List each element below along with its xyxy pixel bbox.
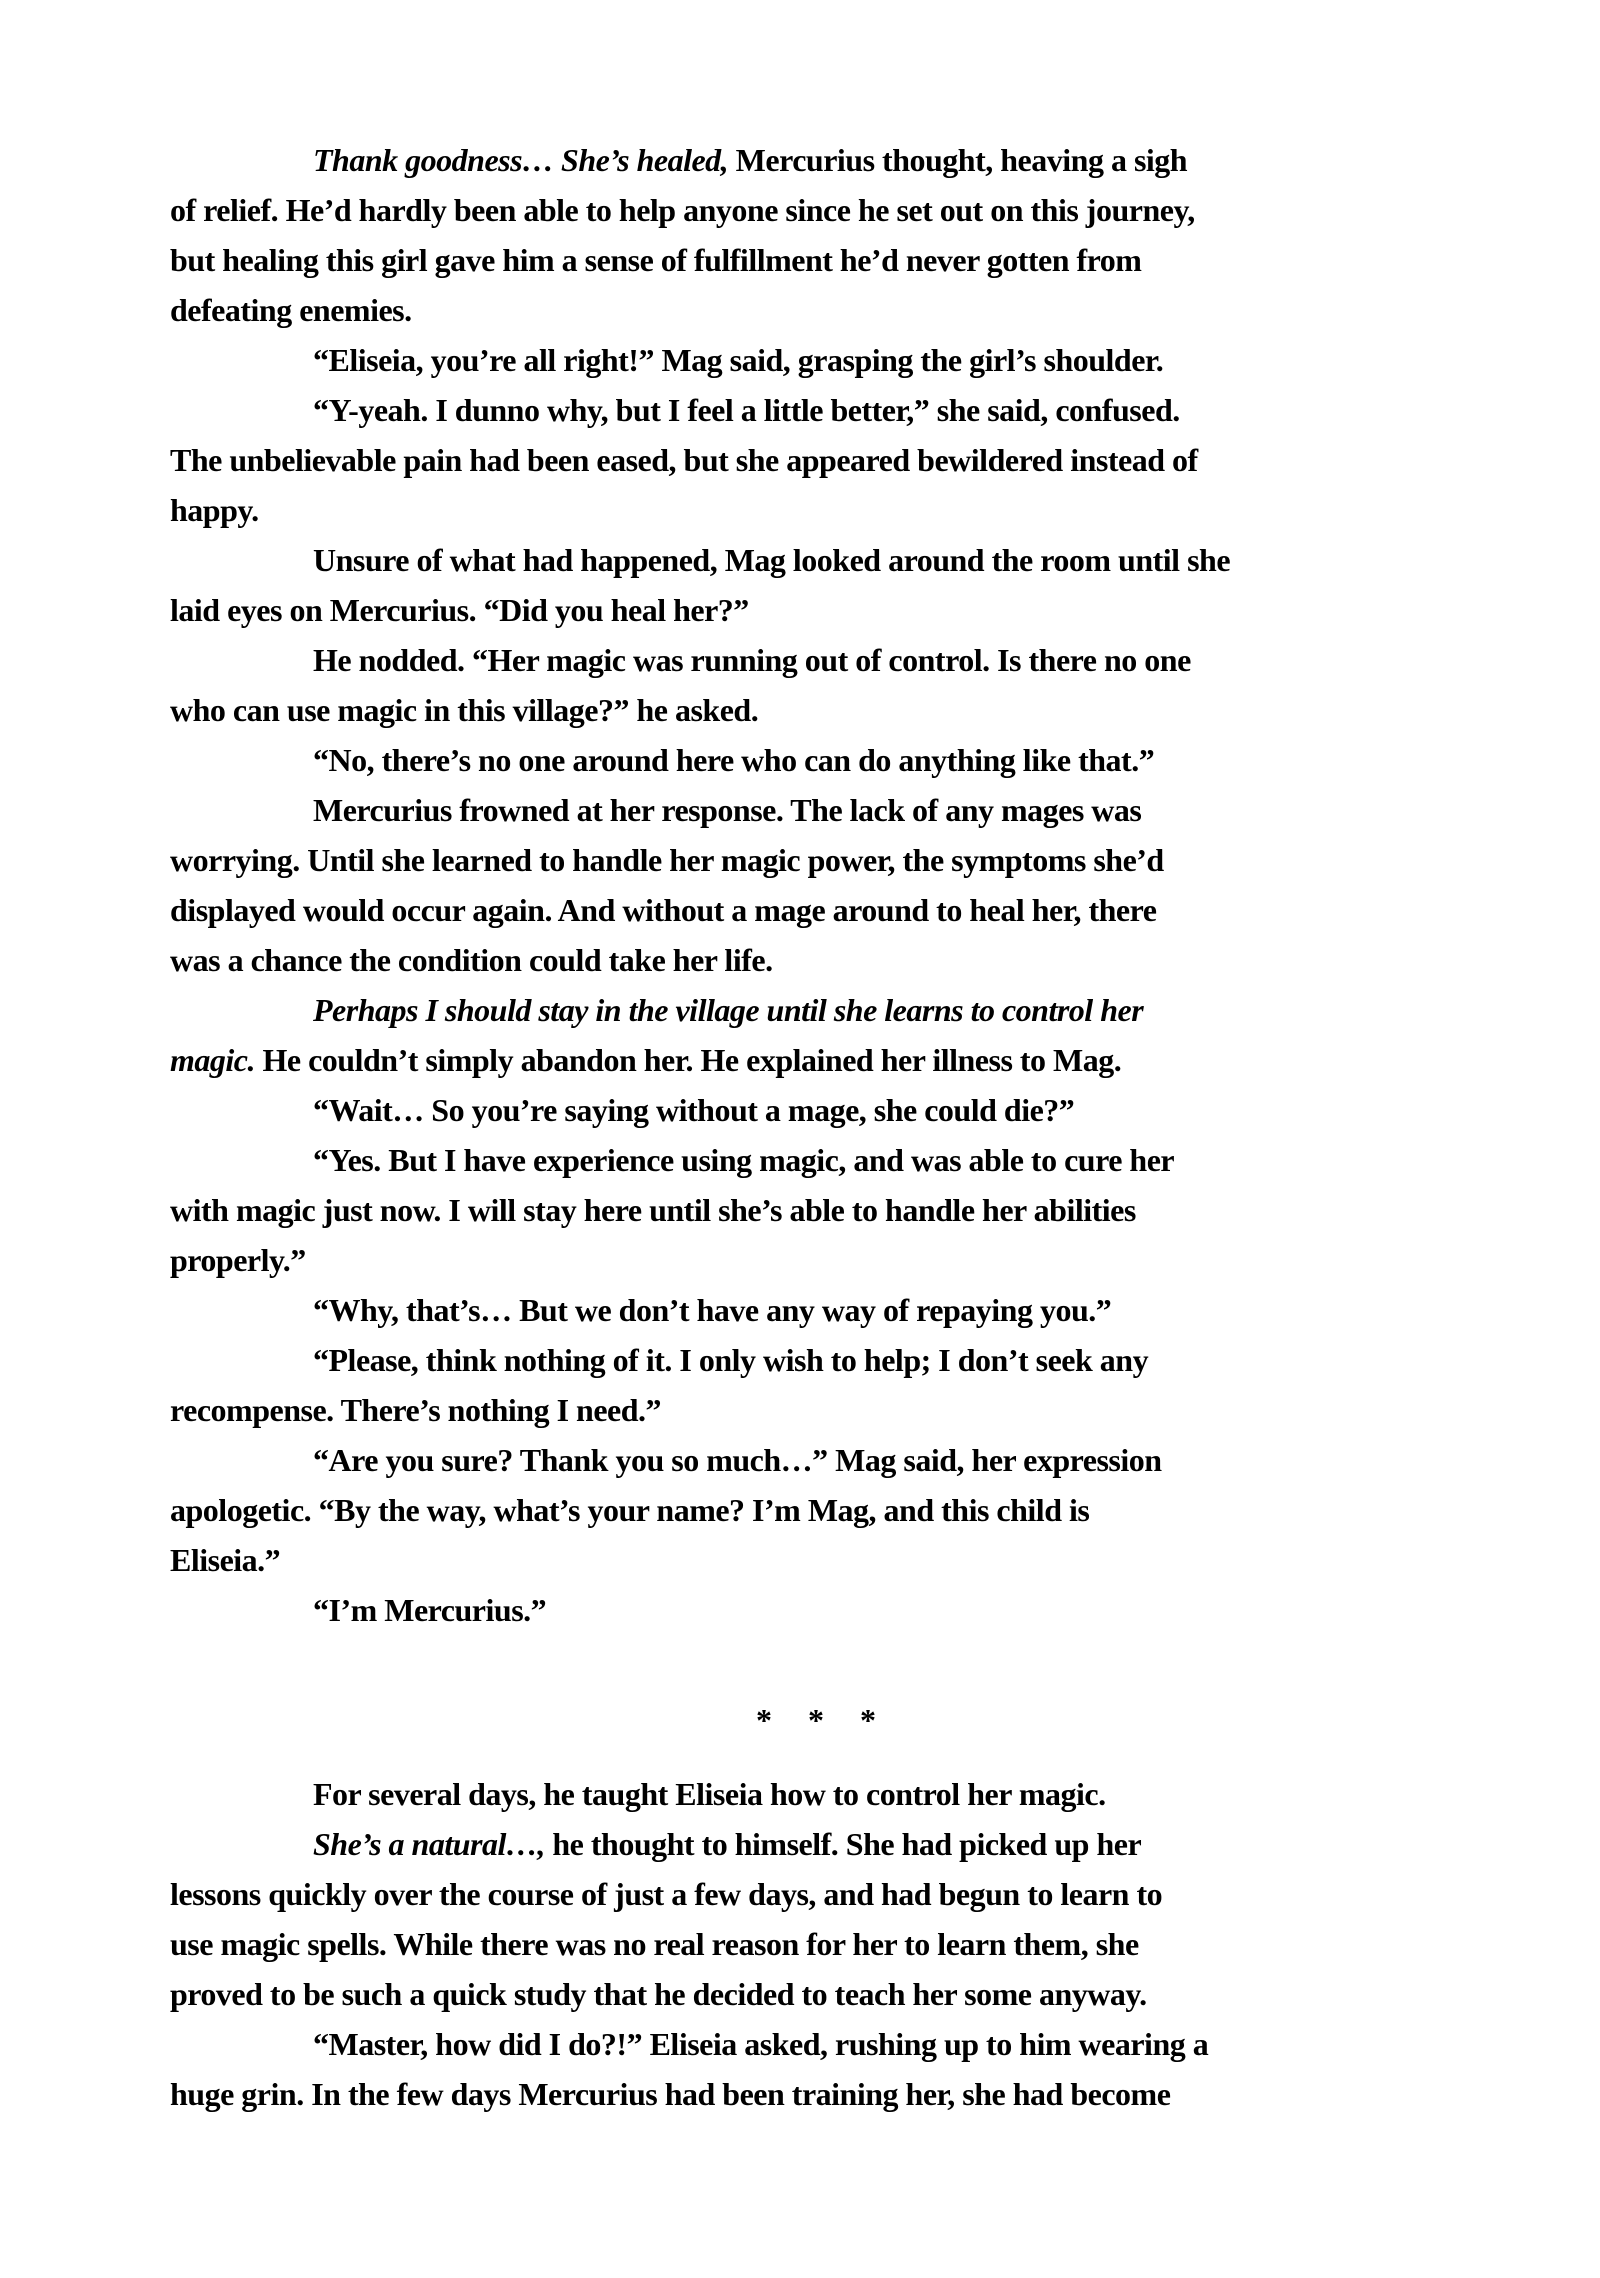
text-segment: The unbelievable pain had been eased, but she appeared bewildered instead of xyxy=(170,442,1198,478)
text-segment: use magic spells. While there was no real reason for her to learn them, she xyxy=(170,1926,1139,1962)
text-line xyxy=(170,635,1462,685)
text-segment: “Wait… So you’re saying without a mage, she could die?” xyxy=(313,1092,1075,1128)
text-segment: “Please, think nothing of it. I only wish to help; I don’t seek any xyxy=(313,1342,1149,1378)
text-segment: with magic just now. I will stay here until she’s able to handle her abilities xyxy=(170,1192,1136,1228)
text-segment: Mercurius thought, heaving a sigh xyxy=(728,142,1188,178)
text-line xyxy=(170,485,1462,535)
text-segment: “I’m Mercurius.” xyxy=(313,1592,547,1628)
text-line xyxy=(170,1385,1462,1435)
text-segment: He couldn’t simply abandon her. He explained her illness to Mag. xyxy=(254,1042,1122,1078)
text-segment: For several days, he taught Eliseia how to control her magic. xyxy=(313,1776,1106,1812)
text-line xyxy=(170,535,1462,585)
text-line xyxy=(170,1285,1462,1335)
text-line xyxy=(170,1185,1462,1235)
text-line xyxy=(170,1585,1462,1635)
text-segment: Unsure of what had happened, Mag looked around the room until she xyxy=(313,542,1231,578)
text-segment: properly.” xyxy=(170,1242,306,1278)
text-segment: of relief. He’d hardly been able to help anyone since he set out on this journey, xyxy=(170,192,1195,228)
italic-text-segment: Perhaps I should stay in the village until she learns to control her xyxy=(313,992,1144,1028)
text-segment: laid eyes on Mercurius. “Did you heal her?” xyxy=(170,592,749,628)
italic-text-segment: Thank goodness… She’s healed, xyxy=(313,142,729,178)
page-text xyxy=(170,135,1462,2119)
section-separator: * * * xyxy=(756,1702,876,1738)
text-line xyxy=(170,1435,1462,1485)
text-segment: “Y-yeah. I dunno why, but I feel a little better,” she said, confused. xyxy=(313,392,1180,428)
text-segment: Mercurius frowned at her response. The lack of any mages was xyxy=(313,792,1142,828)
text-segment: proved to be such a quick study that he decided to teach her some anyway. xyxy=(170,1976,1147,2012)
text-segment: worrying. Until she learned to handle her magic power, the symptoms she’d xyxy=(170,842,1164,878)
text-line xyxy=(170,1485,1462,1535)
text-line xyxy=(170,785,1462,835)
text-segment: apologetic. “By the way, what’s your name? I’m Mag, and this child is xyxy=(170,1492,1090,1528)
text-line xyxy=(170,285,1462,335)
text-segment: but healing this girl gave him a sense of fulfillment he’d never gotten from xyxy=(170,242,1142,278)
text-line xyxy=(170,1535,1462,1585)
text-segment: he thought to himself. She had picked up her xyxy=(544,1826,1142,1862)
text-line xyxy=(170,385,1462,435)
text-segment: lessons quickly over the course of just a few days, and had begun to learn to xyxy=(170,1876,1163,1912)
text-segment: “Yes. But I have experience using magic, and was able to cure her xyxy=(313,1142,1175,1178)
text-line xyxy=(170,685,1462,735)
text-segment: “Eliseia, you’re all right!” Mag said, grasping the girl’s shoulder. xyxy=(313,342,1164,378)
text-line xyxy=(170,335,1462,385)
text-line xyxy=(170,885,1462,935)
text-line xyxy=(170,1919,1462,1969)
text-line xyxy=(170,2069,1462,2119)
text-line xyxy=(170,585,1462,635)
text-segment: “Are you sure? Thank you so much…” Mag said, her expression xyxy=(313,1442,1162,1478)
text-line xyxy=(170,985,1462,1035)
text-segment: displayed would occur again. And without a mage around to heal her, there xyxy=(170,892,1157,928)
text-line xyxy=(170,435,1462,485)
text-line xyxy=(170,1235,1462,1285)
text-segment: huge grin. In the few days Mercurius had been training her, she had become xyxy=(170,2076,1171,2112)
text-segment: “No, there’s no one around here who can do anything like that.” xyxy=(313,742,1155,778)
text-segment: “Why, that’s… But we don’t have any way of repaying you.” xyxy=(313,1292,1112,1328)
text-line xyxy=(170,835,1462,885)
text-segment: defeating enemies. xyxy=(170,292,412,328)
text-segment: recompense. There’s nothing I need.” xyxy=(170,1392,662,1428)
text-line xyxy=(170,1035,1462,1085)
text-line xyxy=(170,235,1462,285)
text-segment: was a chance the condition could take her life. xyxy=(170,942,773,978)
text-line xyxy=(170,2019,1462,2069)
text-line xyxy=(170,1085,1462,1135)
text-line xyxy=(170,1335,1462,1385)
text-line xyxy=(170,1819,1462,1869)
text-line xyxy=(170,135,1462,185)
italic-text-segment: magic. xyxy=(170,1042,255,1078)
text-line xyxy=(170,185,1462,235)
text-segment: happy. xyxy=(170,492,259,528)
text-line xyxy=(170,735,1462,785)
italic-text-segment: She’s a natural…, xyxy=(313,1826,545,1862)
text-line xyxy=(170,1969,1462,2019)
text-segment: He nodded. “Her magic was running out of control. Is there no one xyxy=(313,642,1191,678)
text-segment: Eliseia.” xyxy=(170,1542,281,1578)
text-segment: who can use magic in this village?” he asked. xyxy=(170,692,759,728)
text-line xyxy=(170,1135,1462,1185)
text-segment: “Master, how did I do?!” Eliseia asked, rushing up to him wearing a xyxy=(313,2026,1209,2062)
text-line xyxy=(170,935,1462,985)
text-line xyxy=(170,1769,1462,1819)
text-line xyxy=(170,1869,1462,1919)
